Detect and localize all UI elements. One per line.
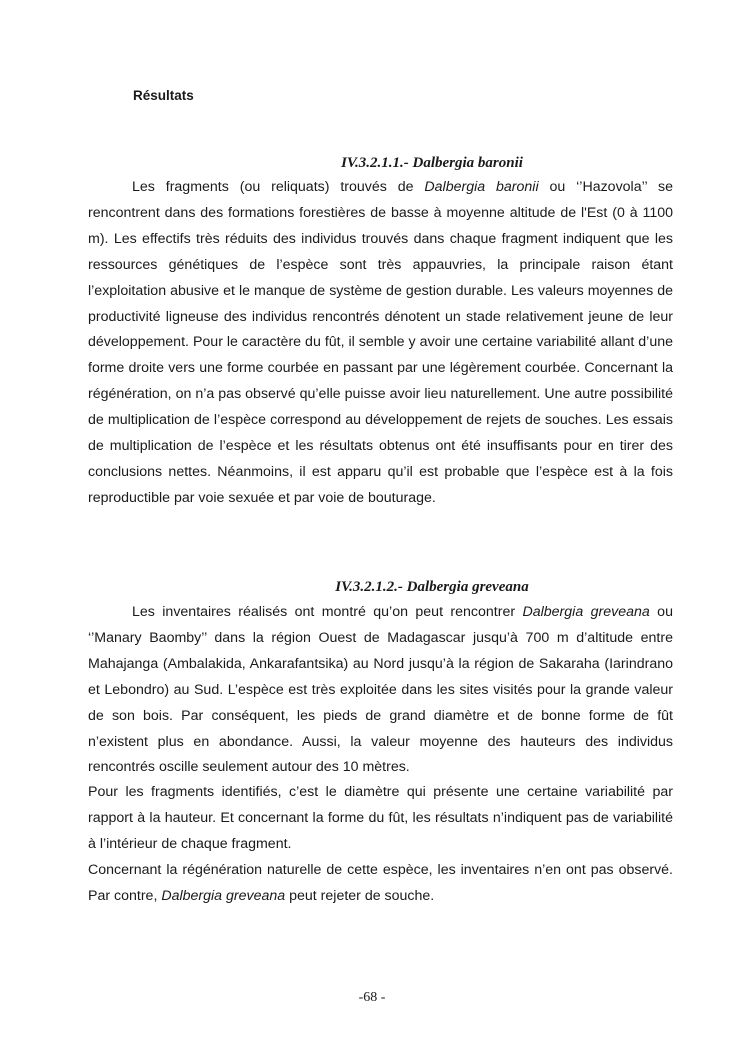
- paragraph-rest: ou ‘’Hazovola’’ se rencontrent dans des formations forestières de basse à moyenne altitude de l'Est (0 à 1100 m). Les effectifs très réduits des individus trouvés dans chaque fragment indiquent que les ressources génétiques de l’espèce sont très appauvries, la principale raison étant l’exploitation abusive et le manque de système de gestion durable. Les valeurs moyennes de productivité ligneuse des individus rencontrés dénotent un stade relativement jeune de leur développement. Pour le caractère du fût, il semble y avoir une certaine variabilité allant d’une forme droite vers une forme courbée en passant par une légèrement courbée. Concernant la régénération, on n’a pas observé qu’elle puisse avoir lieu naturellement. Une autre possibilité de multiplication de l’espèce correspond au développement de rejets de souches. Les essais de multiplication de l’espèce et les résultats obtenus ont été insuffisants pour en tirer des conclusions nettes. Néanmoins, il est apparu qu’il est probable que l’espèce est à la fois reproductible par voie sexuée et par voie de bouturage.: [88, 179, 673, 506]
- paragraph-dalbergia-baronii: [88, 175, 673, 512]
- results-heading: Résultats: [133, 88, 194, 103]
- paragraph-rest: ou ‘’Manary Baomby’’ dans la région Ouest de Madagascar jusqu’à 700 m d’altitude entre Mahajanga (Ambalakida, Ankarafantsika) au Nord jusqu’à la région de Sakaraha (Iarindrano et Lebondro) au Sud. L’espèce est très exploitée dans les sites visités pour la grande valeur de son bois. Par conséquent, les pieds de grand diamètre et de bonne forme de fût n’existent plus en abondance. Aussi, la valeur moyenne des hauteurs des individus rencontrés oscille seulement autour des 10 mètres.: [88, 604, 673, 776]
- paragraph-rest: peut rejeter de souche.: [285, 887, 435, 904]
- paragraph-intro: Les inventaires réalisés ont montré qu’on peut rencontrer: [132, 604, 523, 620]
- species-name: Dalbergia greveana: [522, 604, 650, 620]
- section-title-dalbergia-baronii: IV.3.2.1.1.- Dalbergia baronii: [341, 155, 523, 171]
- page-number: -68 -: [358, 990, 386, 1005]
- paragraph-dalbergia-greveana-variability: Pour les fragments identifiés, c’est le diamètre qui présente une certaine variabilité par rapport à la hauteur. Et concernant la forme du fût, les résultats n’indiquent pas de variabilité à l’intérieur de chaque fragment.: [88, 784, 673, 852]
- paragraph-dalbergia-greveana-distribution: [88, 600, 673, 781]
- species-name: Dalbergia greveana: [161, 887, 286, 904]
- paragraph-dalbergia-greveana-regeneration: [88, 858, 673, 910]
- species-name: Dalbergia baronii: [424, 179, 539, 195]
- section-title-dalbergia-greveana: IV.3.2.1.2.- Dalbergia greveana: [335, 579, 529, 595]
- paragraph-intro: Les fragments (ou reliquats) trouvés de: [132, 179, 425, 195]
- paragraph-intro: Concernant la régénération naturelle de cette espèce, les inventaires n’en ont pas observé. Par contre,: [88, 862, 673, 904]
